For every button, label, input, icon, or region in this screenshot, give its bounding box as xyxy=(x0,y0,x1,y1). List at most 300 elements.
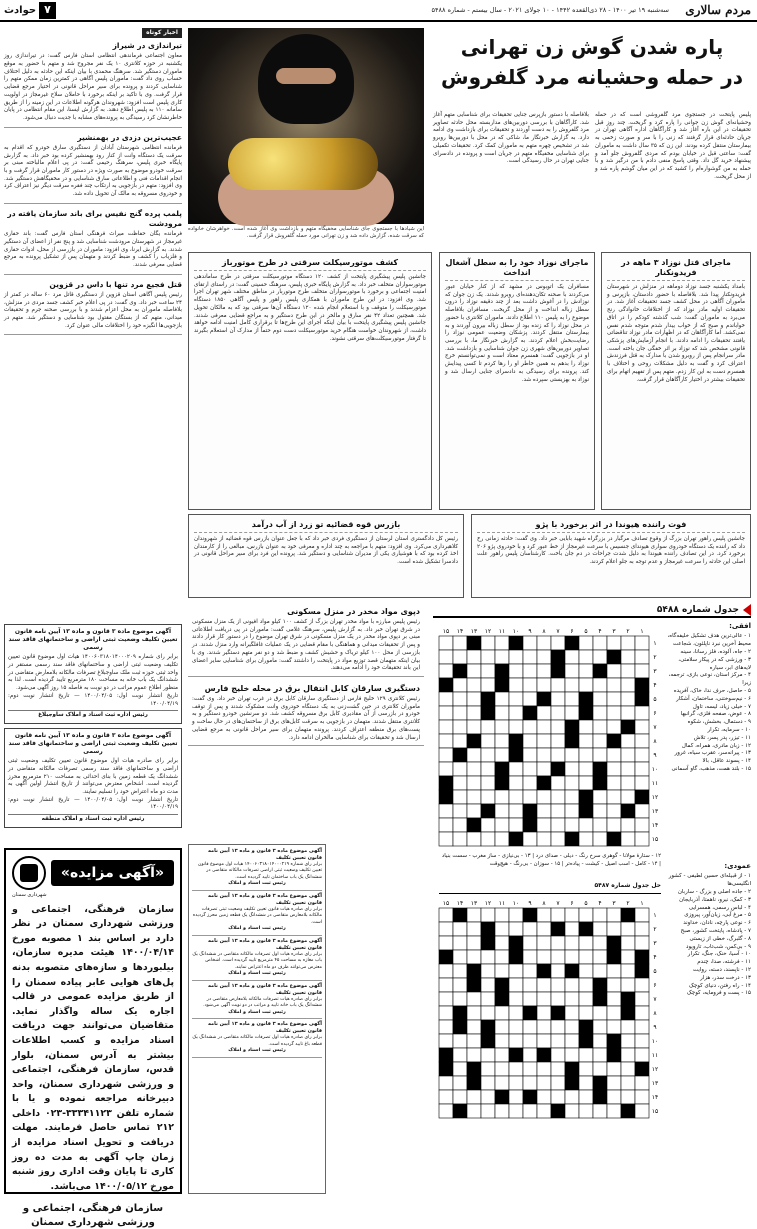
grid-cell[interactable] xyxy=(439,734,453,748)
grid-cell[interactable] xyxy=(635,1034,649,1048)
grid-cell[interactable] xyxy=(467,664,481,678)
grid-cell[interactable] xyxy=(439,936,453,950)
grid-cell[interactable] xyxy=(537,636,551,650)
grid-cell[interactable] xyxy=(467,1104,481,1118)
grid-cell[interactable] xyxy=(593,650,607,664)
grid-cell[interactable] xyxy=(593,922,607,936)
grid-cell[interactable] xyxy=(537,678,551,692)
grid-cell[interactable] xyxy=(593,818,607,832)
grid-cell[interactable] xyxy=(509,790,523,804)
grid-cell[interactable] xyxy=(453,936,467,950)
grid-cell[interactable] xyxy=(509,1090,523,1104)
grid-cell[interactable] xyxy=(495,720,509,734)
grid-cell[interactable] xyxy=(593,1062,607,1076)
grid-cell[interactable] xyxy=(495,636,509,650)
grid-cell[interactable] xyxy=(453,804,467,818)
grid-cell[interactable] xyxy=(635,720,649,734)
grid-cell[interactable] xyxy=(635,978,649,992)
grid-cell[interactable] xyxy=(621,1048,635,1062)
grid-cell[interactable] xyxy=(537,978,551,992)
grid-cell[interactable] xyxy=(453,720,467,734)
grid-cell[interactable] xyxy=(537,950,551,964)
grid-cell[interactable] xyxy=(523,936,537,950)
grid-cell[interactable] xyxy=(579,720,593,734)
grid-cell[interactable] xyxy=(467,992,481,1006)
grid-cell[interactable] xyxy=(607,636,621,650)
grid-cell[interactable] xyxy=(551,692,565,706)
grid-cell[interactable] xyxy=(607,692,621,706)
grid-cell[interactable] xyxy=(551,908,565,922)
grid-cell[interactable] xyxy=(579,776,593,790)
grid-cell[interactable] xyxy=(607,1062,621,1076)
grid-cell[interactable] xyxy=(635,936,649,950)
grid-cell[interactable] xyxy=(523,636,537,650)
grid-cell[interactable] xyxy=(621,950,635,964)
grid-cell[interactable] xyxy=(523,1076,537,1090)
grid-cell[interactable] xyxy=(551,720,565,734)
grid-cell[interactable] xyxy=(495,1062,509,1076)
grid-cell[interactable] xyxy=(495,1076,509,1090)
grid-cell[interactable] xyxy=(565,678,579,692)
grid-cell[interactable] xyxy=(621,748,635,762)
grid-cell[interactable] xyxy=(565,1020,579,1034)
grid-cell[interactable] xyxy=(537,818,551,832)
grid-cell[interactable] xyxy=(467,908,481,922)
grid-cell[interactable] xyxy=(607,978,621,992)
grid-cell[interactable] xyxy=(537,1090,551,1104)
grid-cell[interactable] xyxy=(551,1034,565,1048)
grid-cell[interactable] xyxy=(453,978,467,992)
grid-cell[interactable] xyxy=(607,706,621,720)
grid-cell[interactable] xyxy=(551,734,565,748)
grid-cell[interactable] xyxy=(509,1062,523,1076)
grid-cell[interactable] xyxy=(495,1048,509,1062)
grid-cell[interactable] xyxy=(481,832,495,846)
grid-cell[interactable] xyxy=(481,1062,495,1076)
grid-cell[interactable] xyxy=(579,1076,593,1090)
grid-cell[interactable] xyxy=(607,1006,621,1020)
grid-cell[interactable] xyxy=(523,664,537,678)
grid-cell[interactable] xyxy=(579,908,593,922)
grid-cell[interactable] xyxy=(593,1020,607,1034)
grid-cell[interactable] xyxy=(467,678,481,692)
grid-cell[interactable] xyxy=(537,734,551,748)
grid-cell[interactable] xyxy=(439,978,453,992)
grid-cell[interactable] xyxy=(537,650,551,664)
grid-cell[interactable] xyxy=(607,1076,621,1090)
grid-cell[interactable] xyxy=(579,978,593,992)
grid-cell[interactable] xyxy=(565,1006,579,1020)
grid-cell[interactable] xyxy=(439,1020,453,1034)
grid-cell[interactable] xyxy=(481,1076,495,1090)
grid-cell[interactable] xyxy=(607,790,621,804)
grid-cell[interactable] xyxy=(439,992,453,1006)
grid-cell[interactable] xyxy=(537,664,551,678)
grid-cell[interactable] xyxy=(621,636,635,650)
grid-cell[interactable] xyxy=(607,664,621,678)
grid-cell[interactable] xyxy=(551,1020,565,1034)
grid-cell[interactable] xyxy=(453,964,467,978)
grid-cell[interactable] xyxy=(551,832,565,846)
grid-cell[interactable] xyxy=(537,992,551,1006)
grid-cell[interactable] xyxy=(453,1090,467,1104)
grid-cell[interactable] xyxy=(453,1034,467,1048)
grid-cell[interactable] xyxy=(453,762,467,776)
grid-cell[interactable] xyxy=(579,748,593,762)
grid-cell[interactable] xyxy=(453,922,467,936)
grid-cell[interactable] xyxy=(481,748,495,762)
grid-cell[interactable] xyxy=(537,748,551,762)
grid-cell[interactable] xyxy=(453,692,467,706)
grid-cell[interactable] xyxy=(621,922,635,936)
grid-cell[interactable] xyxy=(551,1076,565,1090)
grid-cell[interactable] xyxy=(551,818,565,832)
grid-cell[interactable] xyxy=(579,936,593,950)
grid-cell[interactable] xyxy=(453,1076,467,1090)
grid-cell[interactable] xyxy=(495,734,509,748)
grid-cell[interactable] xyxy=(635,818,649,832)
grid-cell[interactable] xyxy=(551,992,565,1006)
grid-cell[interactable] xyxy=(481,678,495,692)
grid-cell[interactable] xyxy=(523,1104,537,1118)
grid-cell[interactable] xyxy=(593,936,607,950)
grid-cell[interactable] xyxy=(481,818,495,832)
grid-cell[interactable] xyxy=(509,762,523,776)
grid-cell[interactable] xyxy=(509,1006,523,1020)
grid-cell[interactable] xyxy=(481,992,495,1006)
grid-cell[interactable] xyxy=(467,650,481,664)
grid-cell[interactable] xyxy=(509,964,523,978)
grid-cell[interactable] xyxy=(495,1034,509,1048)
grid-cell[interactable] xyxy=(565,650,579,664)
grid-cell[interactable] xyxy=(481,950,495,964)
grid-cell[interactable] xyxy=(509,1076,523,1090)
grid-cell[interactable] xyxy=(607,678,621,692)
grid-cell[interactable] xyxy=(607,922,621,936)
grid-cell[interactable] xyxy=(509,664,523,678)
grid-cell[interactable] xyxy=(607,964,621,978)
grid-cell[interactable] xyxy=(439,706,453,720)
grid-cell[interactable] xyxy=(495,706,509,720)
grid-cell[interactable] xyxy=(467,1020,481,1034)
grid-cell[interactable] xyxy=(621,1090,635,1104)
grid-cell[interactable] xyxy=(551,950,565,964)
grid-cell[interactable] xyxy=(565,706,579,720)
grid-cell[interactable] xyxy=(635,706,649,720)
grid-cell[interactable] xyxy=(565,664,579,678)
grid-cell[interactable] xyxy=(579,1104,593,1118)
grid-cell[interactable] xyxy=(523,1048,537,1062)
grid-cell[interactable] xyxy=(635,832,649,846)
grid-cell[interactable] xyxy=(509,678,523,692)
grid-cell[interactable] xyxy=(495,908,509,922)
grid-cell[interactable] xyxy=(481,636,495,650)
grid-cell[interactable] xyxy=(523,992,537,1006)
grid-cell[interactable] xyxy=(481,734,495,748)
grid-cell[interactable] xyxy=(551,936,565,950)
grid-cell[interactable] xyxy=(509,650,523,664)
grid-cell[interactable] xyxy=(509,818,523,832)
grid-cell[interactable] xyxy=(579,992,593,1006)
grid-cell[interactable] xyxy=(439,762,453,776)
grid-cell[interactable] xyxy=(523,650,537,664)
grid-cell[interactable] xyxy=(509,706,523,720)
grid-cell[interactable] xyxy=(439,650,453,664)
grid-cell[interactable] xyxy=(509,720,523,734)
grid-cell[interactable] xyxy=(439,636,453,650)
grid-cell[interactable] xyxy=(509,992,523,1006)
grid-cell[interactable] xyxy=(593,950,607,964)
grid-cell[interactable] xyxy=(593,804,607,818)
grid-cell[interactable] xyxy=(579,832,593,846)
grid-cell[interactable] xyxy=(593,964,607,978)
grid-cell[interactable] xyxy=(551,1090,565,1104)
grid-cell[interactable] xyxy=(579,950,593,964)
grid-cell[interactable] xyxy=(607,1020,621,1034)
grid-cell[interactable] xyxy=(481,964,495,978)
grid-cell[interactable] xyxy=(579,678,593,692)
grid-cell[interactable] xyxy=(523,964,537,978)
grid-cell[interactable] xyxy=(537,804,551,818)
grid-cell[interactable] xyxy=(621,776,635,790)
grid-cell[interactable] xyxy=(495,818,509,832)
grid-cell[interactable] xyxy=(439,818,453,832)
grid-cell[interactable] xyxy=(495,950,509,964)
grid-cell[interactable] xyxy=(509,1020,523,1034)
grid-cell[interactable] xyxy=(565,1034,579,1048)
grid-cell[interactable] xyxy=(635,1090,649,1104)
grid-cell[interactable] xyxy=(509,922,523,936)
grid-cell[interactable] xyxy=(509,978,523,992)
grid-cell[interactable] xyxy=(579,636,593,650)
grid-cell[interactable] xyxy=(495,692,509,706)
grid-cell[interactable] xyxy=(439,664,453,678)
grid-cell[interactable] xyxy=(439,1090,453,1104)
grid-cell[interactable] xyxy=(551,776,565,790)
grid-cell[interactable] xyxy=(551,678,565,692)
grid-cell[interactable] xyxy=(565,804,579,818)
grid-cell[interactable] xyxy=(481,776,495,790)
grid-cell[interactable] xyxy=(621,978,635,992)
grid-cell[interactable] xyxy=(453,650,467,664)
grid-cell[interactable] xyxy=(439,804,453,818)
grid-cell[interactable] xyxy=(593,720,607,734)
grid-cell[interactable] xyxy=(537,720,551,734)
grid-cell[interactable] xyxy=(607,804,621,818)
grid-cell[interactable] xyxy=(495,964,509,978)
grid-cell[interactable] xyxy=(453,678,467,692)
grid-cell[interactable] xyxy=(593,748,607,762)
grid-cell[interactable] xyxy=(635,804,649,818)
grid-cell[interactable] xyxy=(481,1104,495,1118)
grid-cell[interactable] xyxy=(607,908,621,922)
grid-cell[interactable] xyxy=(495,748,509,762)
grid-cell[interactable] xyxy=(523,748,537,762)
grid-cell[interactable] xyxy=(509,908,523,922)
grid-cell[interactable] xyxy=(621,650,635,664)
grid-cell[interactable] xyxy=(537,706,551,720)
grid-cell[interactable] xyxy=(523,734,537,748)
grid-cell[interactable] xyxy=(551,706,565,720)
grid-cell[interactable] xyxy=(467,950,481,964)
grid-cell[interactable] xyxy=(495,650,509,664)
grid-cell[interactable] xyxy=(635,1104,649,1118)
grid-cell[interactable] xyxy=(565,950,579,964)
grid-cell[interactable] xyxy=(495,936,509,950)
grid-cell[interactable] xyxy=(481,1006,495,1020)
grid-cell[interactable] xyxy=(537,1034,551,1048)
grid-cell[interactable] xyxy=(621,832,635,846)
grid-cell[interactable] xyxy=(579,1006,593,1020)
grid-cell[interactable] xyxy=(523,922,537,936)
grid-cell[interactable] xyxy=(537,1020,551,1034)
grid-cell[interactable] xyxy=(523,720,537,734)
grid-cell[interactable] xyxy=(453,734,467,748)
grid-cell[interactable] xyxy=(551,1062,565,1076)
grid-cell[interactable] xyxy=(453,818,467,832)
grid-cell[interactable] xyxy=(537,1062,551,1076)
grid-cell[interactable] xyxy=(439,832,453,846)
grid-cell[interactable] xyxy=(551,804,565,818)
grid-cell[interactable] xyxy=(481,978,495,992)
grid-cell[interactable] xyxy=(509,1034,523,1048)
grid-cell[interactable] xyxy=(551,790,565,804)
grid-cell[interactable] xyxy=(453,1048,467,1062)
grid-cell[interactable] xyxy=(579,818,593,832)
grid-cell[interactable] xyxy=(439,1104,453,1118)
grid-cell[interactable] xyxy=(635,776,649,790)
grid-cell[interactable] xyxy=(467,706,481,720)
grid-cell[interactable] xyxy=(635,1020,649,1034)
grid-cell[interactable] xyxy=(593,706,607,720)
grid-cell[interactable] xyxy=(593,1104,607,1118)
grid-cell[interactable] xyxy=(621,678,635,692)
grid-cell[interactable] xyxy=(467,922,481,936)
grid-cell[interactable] xyxy=(509,776,523,790)
grid-cell[interactable] xyxy=(593,1034,607,1048)
grid-cell[interactable] xyxy=(565,978,579,992)
grid-cell[interactable] xyxy=(523,1020,537,1034)
grid-cell[interactable] xyxy=(481,1090,495,1104)
grid-cell[interactable] xyxy=(509,804,523,818)
grid-cell[interactable] xyxy=(537,936,551,950)
grid-cell[interactable] xyxy=(467,832,481,846)
grid-cell[interactable] xyxy=(621,1076,635,1090)
grid-cell[interactable] xyxy=(467,748,481,762)
grid-cell[interactable] xyxy=(635,1006,649,1020)
grid-cell[interactable] xyxy=(495,804,509,818)
grid-cell[interactable] xyxy=(467,776,481,790)
grid-cell[interactable] xyxy=(635,922,649,936)
grid-cell[interactable] xyxy=(565,936,579,950)
grid-cell[interactable] xyxy=(523,1034,537,1048)
grid-cell[interactable] xyxy=(537,790,551,804)
grid-cell[interactable] xyxy=(635,908,649,922)
grid-cell[interactable] xyxy=(495,1104,509,1118)
grid-cell[interactable] xyxy=(565,1048,579,1062)
grid-cell[interactable] xyxy=(453,1062,467,1076)
grid-cell[interactable] xyxy=(579,734,593,748)
grid-cell[interactable] xyxy=(439,1076,453,1090)
grid-cell[interactable] xyxy=(593,790,607,804)
grid-cell[interactable] xyxy=(495,922,509,936)
grid-cell[interactable] xyxy=(635,734,649,748)
grid-cell[interactable] xyxy=(579,650,593,664)
grid-cell[interactable] xyxy=(579,1090,593,1104)
grid-cell[interactable] xyxy=(565,922,579,936)
grid-cell[interactable] xyxy=(523,762,537,776)
grid-cell[interactable] xyxy=(523,978,537,992)
grid-cell[interactable] xyxy=(467,1034,481,1048)
grid-cell[interactable] xyxy=(537,1076,551,1090)
grid-cell[interactable] xyxy=(593,1006,607,1020)
grid-cell[interactable] xyxy=(635,762,649,776)
grid-cell[interactable] xyxy=(565,790,579,804)
grid-cell[interactable] xyxy=(523,1062,537,1076)
grid-cell[interactable] xyxy=(467,936,481,950)
grid-cell[interactable] xyxy=(481,790,495,804)
grid-cell[interactable] xyxy=(635,1048,649,1062)
grid-cell[interactable] xyxy=(537,1006,551,1020)
grid-cell[interactable] xyxy=(453,992,467,1006)
grid-cell[interactable] xyxy=(621,1034,635,1048)
grid-cell[interactable] xyxy=(635,748,649,762)
grid-cell[interactable] xyxy=(467,1048,481,1062)
grid-cell[interactable] xyxy=(523,832,537,846)
grid-cell[interactable] xyxy=(579,1048,593,1062)
grid-cell[interactable] xyxy=(509,1104,523,1118)
grid-cell[interactable] xyxy=(481,664,495,678)
grid-cell[interactable] xyxy=(621,964,635,978)
grid-cell[interactable] xyxy=(467,1090,481,1104)
grid-cell[interactable] xyxy=(621,762,635,776)
grid-cell[interactable] xyxy=(509,692,523,706)
grid-cell[interactable] xyxy=(607,748,621,762)
grid-cell[interactable] xyxy=(579,964,593,978)
grid-cell[interactable] xyxy=(495,790,509,804)
grid-cell[interactable] xyxy=(523,678,537,692)
grid-cell[interactable] xyxy=(523,776,537,790)
grid-cell[interactable] xyxy=(621,1062,635,1076)
grid-cell[interactable] xyxy=(495,1020,509,1034)
grid-cell[interactable] xyxy=(481,762,495,776)
grid-cell[interactable] xyxy=(551,748,565,762)
grid-cell[interactable] xyxy=(467,1006,481,1020)
grid-cell[interactable] xyxy=(453,776,467,790)
grid-cell[interactable] xyxy=(607,720,621,734)
grid-cell[interactable] xyxy=(481,908,495,922)
grid-cell[interactable] xyxy=(635,992,649,1006)
grid-cell[interactable] xyxy=(481,1048,495,1062)
grid-cell[interactable] xyxy=(439,964,453,978)
grid-cell[interactable] xyxy=(481,650,495,664)
grid-cell[interactable] xyxy=(621,734,635,748)
grid-cell[interactable] xyxy=(551,636,565,650)
grid-cell[interactable] xyxy=(565,1104,579,1118)
grid-cell[interactable] xyxy=(523,950,537,964)
grid-cell[interactable] xyxy=(439,1034,453,1048)
grid-cell[interactable] xyxy=(495,1006,509,1020)
grid-cell[interactable] xyxy=(453,706,467,720)
grid-cell[interactable] xyxy=(565,776,579,790)
grid-cell[interactable] xyxy=(565,1090,579,1104)
grid-cell[interactable] xyxy=(467,692,481,706)
grid-cell[interactable] xyxy=(635,1076,649,1090)
grid-cell[interactable] xyxy=(467,790,481,804)
grid-cell[interactable] xyxy=(621,692,635,706)
grid-cell[interactable] xyxy=(607,818,621,832)
grid-cell[interactable] xyxy=(537,1104,551,1118)
